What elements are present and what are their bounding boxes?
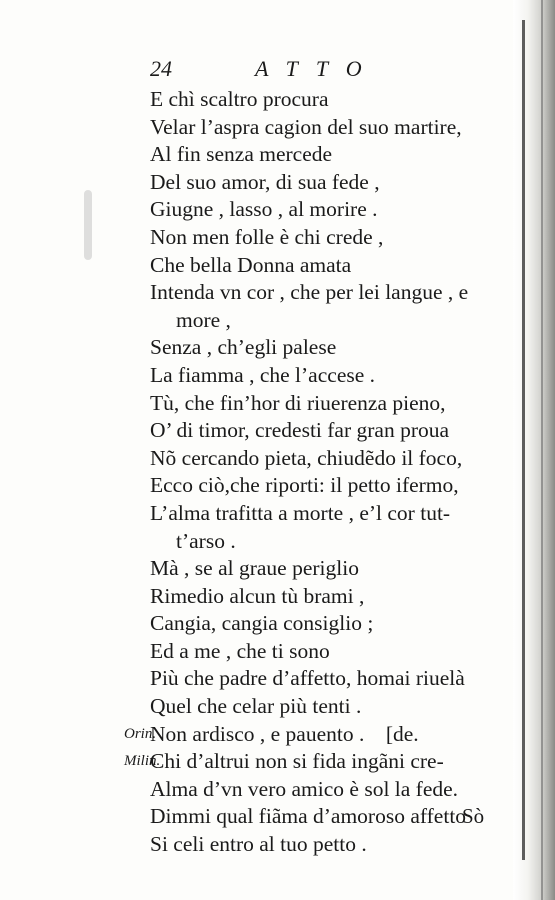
running-head: ATTO xyxy=(255,56,380,81)
verse-line: Alma d’vn vero amico è sol la fede. xyxy=(150,776,459,801)
verse-line: Giugne , lasso , al morire . xyxy=(150,197,378,222)
verse-line: La fiamma , che l’accese . xyxy=(150,362,376,387)
page-header xyxy=(150,56,510,86)
verse-text xyxy=(124,86,525,859)
verse-line: Cangia, cangia consiglio ; xyxy=(150,611,374,636)
dialogue-line xyxy=(124,721,525,749)
verse-line: Quel che celar più tenti . xyxy=(150,694,362,719)
verse-line: Velar l’aspra cagion del suo martire, xyxy=(150,114,462,139)
verse-line: Rimedio alcun tù brami , xyxy=(150,583,365,608)
page-number: 24 xyxy=(150,56,172,81)
verse-line: Intenda vn cor , che per lei langue , e xyxy=(150,280,469,305)
verse-line: Non men folle è chi crede , xyxy=(150,224,384,249)
verse-line: Ecco ciò,che riporti: il petto ifermo, xyxy=(150,473,459,498)
dialogue-line xyxy=(124,748,525,776)
dialogue-text: Non ardisco , e pauento . [de. xyxy=(150,721,419,746)
verse-line: Tù, che fin’hor di riuerenza pieno, xyxy=(150,390,446,415)
verse-line: Senza , ch’egli palese xyxy=(150,335,337,360)
verse-line: Si celi entro al tuo petto . xyxy=(150,832,367,857)
dialogue-text: Chi d’altrui non si fida ingãni cre- xyxy=(150,749,444,774)
verse-line-continuation: t’arso . xyxy=(176,528,236,553)
verse-line-continuation: more , xyxy=(176,307,231,332)
ink-smudge xyxy=(84,190,92,260)
verse-line: O’ di timor, credesti far gran proua xyxy=(150,418,450,443)
catchword: Sò xyxy=(462,804,485,828)
verse-line: Più che padre d’affetto, homai riuelà xyxy=(150,666,465,691)
binding-shadow-line xyxy=(541,0,543,900)
verse-line: Del suo amor, di sua fede , xyxy=(150,169,380,194)
verse-line: Nõ cercando pieta, chiudẽdo il foco, xyxy=(150,445,463,470)
verse-line: Ed a me , che ti sono xyxy=(150,638,330,663)
verse-line: E chì scaltro procura xyxy=(150,87,329,111)
verse-line: L’alma trafitta a morte , e’l cor tut- xyxy=(150,500,451,525)
speaker-name: Milin. xyxy=(124,753,161,770)
speaker-name: Orin. xyxy=(124,725,157,742)
verse-line: Mà , se al graue periglio xyxy=(150,556,359,581)
verse-line: Che bella Donna amata xyxy=(150,252,352,277)
verse-line: Al fin senza mercede xyxy=(150,142,333,167)
verse-line: Dimmi qual fiãma d’amoroso affetto xyxy=(150,804,467,829)
